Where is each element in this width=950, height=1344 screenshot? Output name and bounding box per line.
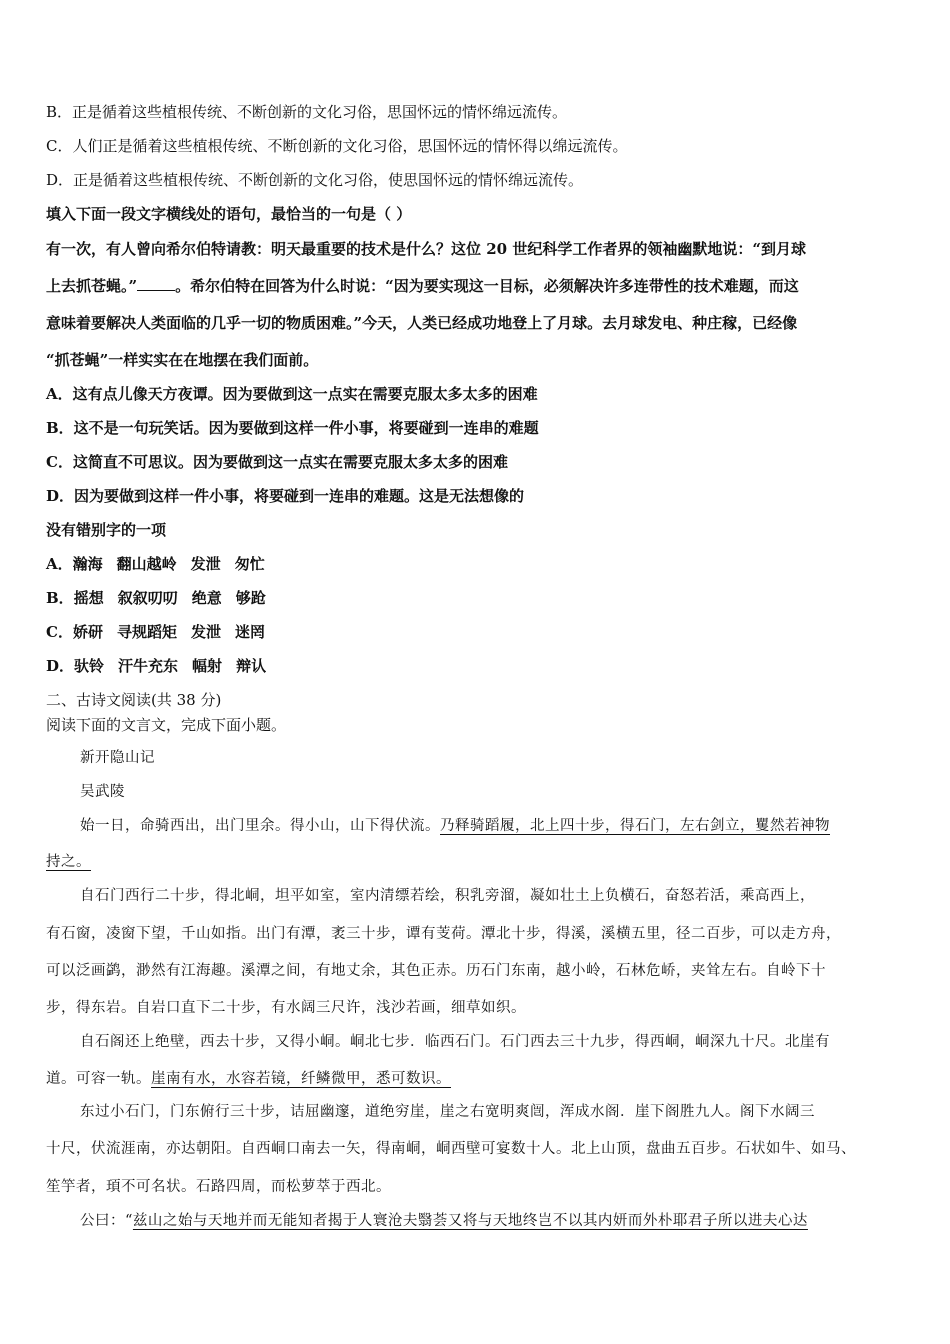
prev-option-b: B．正是循着这些植根传统、不断创新的文化习俗，思国怀远的情怀绵远流传。 (46, 103, 568, 121)
prev-option-d: D．正是循着这些植根传统、不断创新的文化习俗，使思国怀远的情怀绵远流传。 (46, 171, 584, 189)
answer-blank (137, 276, 175, 291)
question-fill-option-c: C．这简直不可思议。因为要做到这一点实在需要克服太多太多的困难 (46, 453, 508, 471)
unpunctuated-sentence: 兹山之始与天地并而无能知者揭于人寰沧夫翳荟又将与天地终岂不以其内妍而外朴耶君子所以进夫心达 (132, 1213, 808, 1229)
question-typo-option-c: C．娇研 寻规蹈矩 发泄 迷罔 (46, 623, 266, 641)
question-fill-option-d: D．因为要做到这样一件小事，将要碰到一连串的难题。这是无法想像的 (46, 487, 525, 505)
question-typo-stem: 没有错别字的一项 (46, 521, 167, 539)
article-title: 新开隐山记 (80, 750, 155, 766)
article-author: 吴武陵 (80, 784, 125, 800)
question-typo-option-b: B．摇想 叙叙叨叨 绝意 够跄 (46, 589, 266, 607)
question-typo-option-d: D．驮铃 汗牛充东 幅射 辩认 (46, 657, 267, 675)
section-intro: 阅读下面的文言文，完成下面小题。 (46, 716, 287, 734)
underlined-sentence: 崖南有水，水容若镜，纤鳞微甲，悉可数识。 (151, 1071, 451, 1087)
question-fill-stem: 填入下面一段文字横线处的语句，最恰当的一句是（ ） (46, 205, 412, 223)
underlined-sentence: 乃释骑蹈履，北上四十步，得石门，左右剑立，矍然若神物 (440, 818, 830, 834)
prev-option-c: C．人们正是循着这些植根传统、不断创新的文化习俗，思国怀远的情怀得以绵远流传。 (46, 137, 628, 155)
question-fill-option-a: A．这有点儿像天方夜谭。因为要做到这一点实在需要克服太多太多的困难 (46, 385, 538, 403)
question-typo-option-a: A．瀚海 翻山越岭 发泄 匆忙 (46, 555, 265, 573)
question-fill-option-b: B．这不是一句玩笑话。因为要做到这样一件小事，将要碰到一连串的难题 (46, 419, 539, 437)
section-heading: 二、古诗文阅读(共 38 分) (46, 691, 222, 709)
